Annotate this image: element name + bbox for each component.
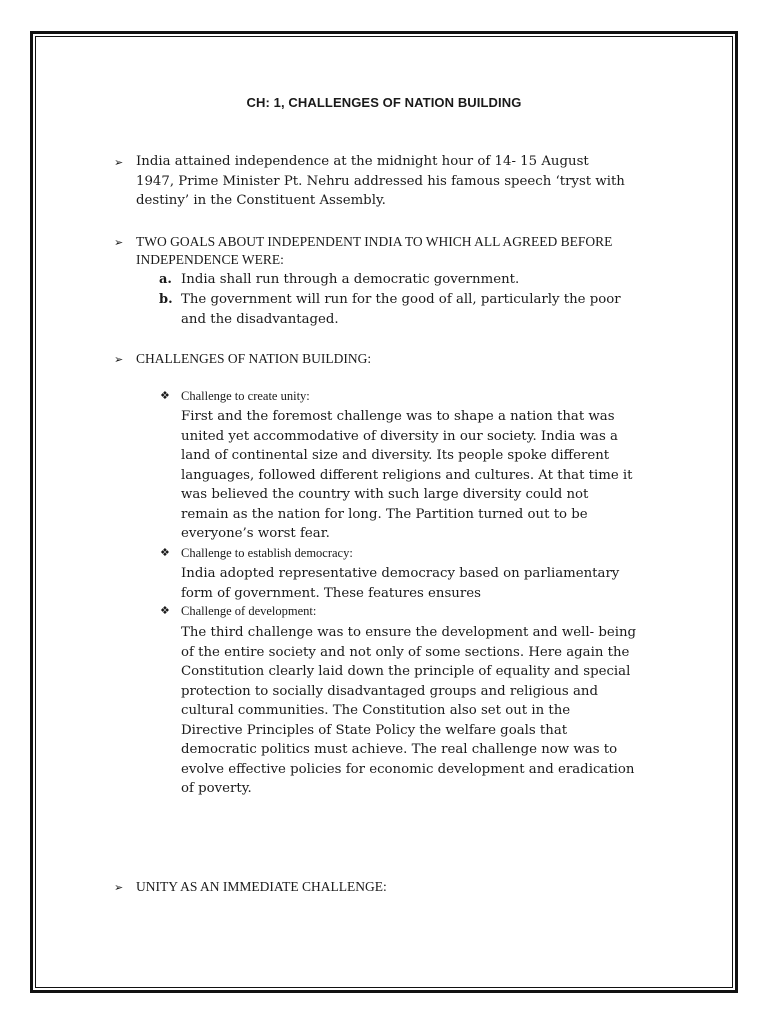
text-line: First and the foremost challenge was to shape a nation that was [181, 409, 615, 424]
text-line: The government will run for the good of all, particularly the poor [181, 292, 621, 307]
text-line: everyone’s worst fear. [181, 526, 330, 541]
diamond-bullet-icon: ❖ [160, 604, 170, 617]
text-line: of the entire society and not only of some sections. Here again the [181, 644, 630, 660]
text-line: united yet accommodative of diversity in our society. India was a [181, 428, 618, 444]
challenge-development-heading: Challenge of development: [181, 604, 317, 618]
text-line: protection to socially disadvantaged groups and religious and [181, 683, 598, 699]
bullet-challenges-heading: CHALLENGES OF NATION BUILDING: [136, 351, 372, 366]
arrow-bullet-icon: ➢ [114, 156, 124, 169]
text-line: India attained independence at the midnight hour of 14- 15 August [136, 154, 589, 169]
challenge-development-text [181, 623, 636, 799]
challenge-democracy-heading: Challenge to establish democracy: [181, 546, 353, 560]
arrow-bullet-icon: ➢ [114, 236, 124, 249]
text-line: TWO GOALS ABOUT INDEPENDENT INDIA TO WHICH ALL AGREED BEFORE [136, 234, 613, 249]
text-line: and the disadvantaged. [181, 311, 339, 327]
text-line: evolve effective policies for economic development and eradication [181, 761, 635, 777]
goal-item-a [181, 270, 519, 290]
text-line: democratic politics must achieve. The real challenge now was to [181, 742, 618, 757]
text-line: destiny’ in the Constituent Assembly. [136, 193, 386, 208]
text-line: The third challenge was to ensure the development and well- being [181, 625, 637, 640]
diamond-bullet-icon: ❖ [160, 546, 170, 559]
text-line: remain as the nation for long. The Partition turned out to be [181, 506, 588, 522]
text-line: India adopted representative democracy based on parliamentary [181, 566, 620, 581]
text-line: cultural communities. The Constitution also set out in the [181, 703, 571, 718]
diamond-bullet-icon: ❖ [160, 389, 170, 402]
text-line: Directive Principles of State Policy the welfare goals that [181, 722, 568, 738]
list-marker-b: b. [159, 292, 173, 307]
challenge-unity-text [181, 407, 633, 544]
arrow-bullet-icon: ➢ [114, 881, 124, 894]
list-marker-a: a. [159, 272, 172, 287]
bullet-independence-text [136, 152, 625, 211]
challenge-unity-heading: Challenge to create unity: [181, 389, 310, 403]
bullet-unity-challenge-heading: UNITY AS AN IMMEDIATE CHALLENGE: [136, 879, 387, 894]
bullet-two-goals-heading [136, 233, 612, 268]
text-line: land of continental size and diversity. Its people spoke different [181, 448, 610, 463]
challenge-democracy-text [181, 564, 619, 603]
text-line: form of government. These features ensures [181, 585, 481, 601]
goal-item-b [181, 290, 621, 329]
text-line: 1947, Prime Minister Pt. Nehru addressed his famous speech ‘tryst with [136, 173, 625, 189]
arrow-bullet-icon: ➢ [114, 353, 124, 366]
text-line: India shall run through a democratic government. [181, 272, 520, 287]
text-line: INDEPENDENCE WERE: [136, 251, 284, 267]
page-title: CH: 1, CHALLENGES OF NATION BUILDING [246, 95, 522, 110]
text-line: of poverty. [181, 781, 252, 796]
text-line: was believed the country with such large diversity could not [181, 487, 589, 502]
text-line: Constitution clearly laid down the principle of equality and special [181, 664, 631, 679]
text-line: languages, followed different religions and cultures. At that time it [181, 467, 633, 483]
